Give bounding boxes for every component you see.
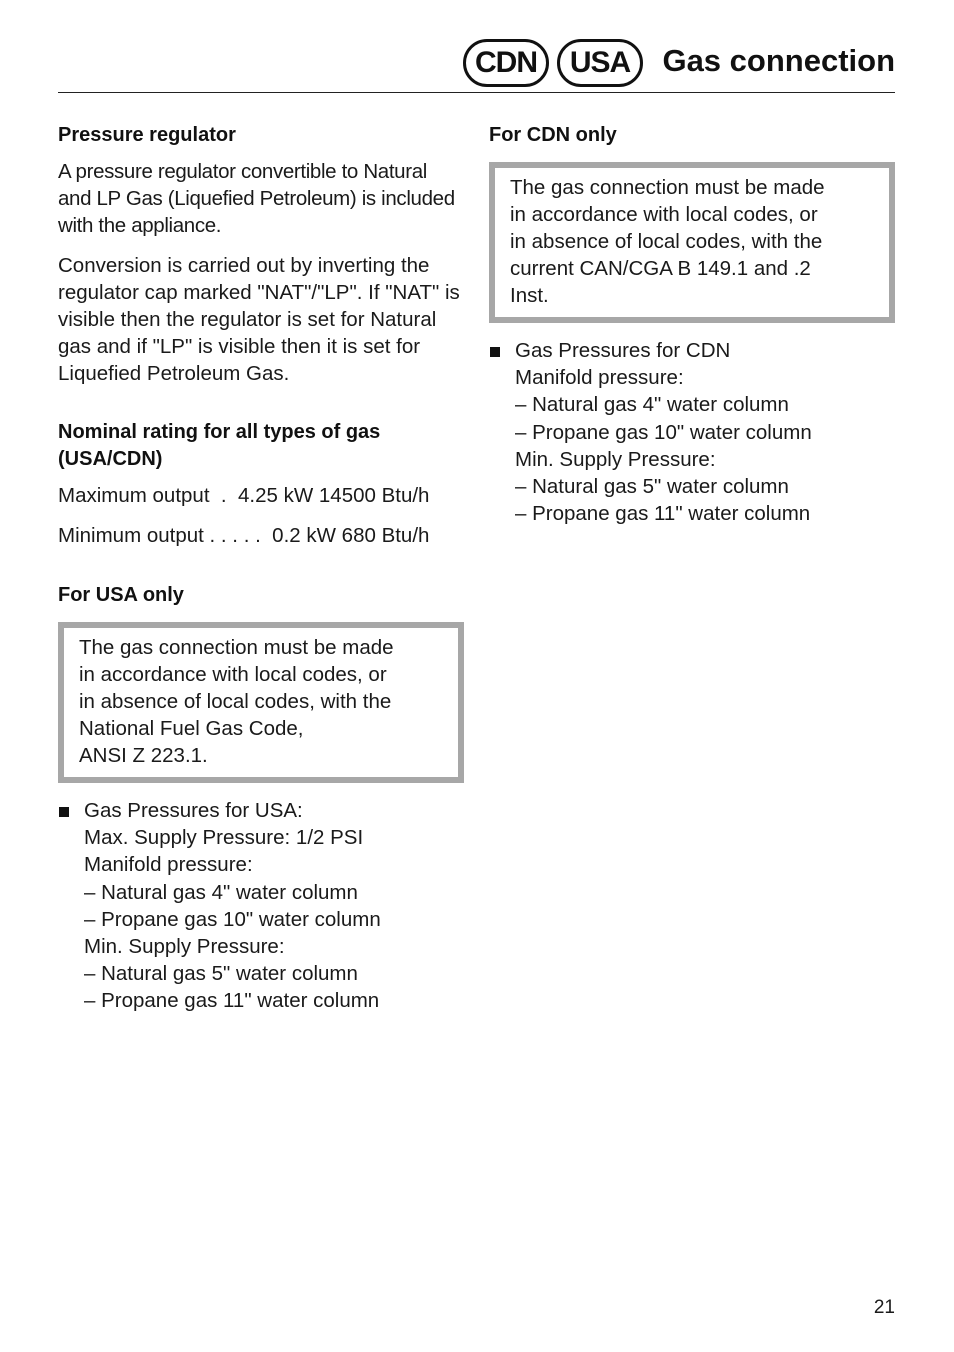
usa-box-line: National Fuel Gas Code, (79, 717, 304, 740)
usa-box-line: in absence of local codes, with the (79, 690, 392, 713)
cdn-pressure-line: – Propane gas 11" water column (515, 502, 811, 526)
cdn-pressure-line: – Natural gas 4" water column (515, 393, 789, 417)
nominal-rating-heading: Nominal rating for all types of gas (USA/CDN) (58, 421, 381, 470)
pressure-regulator-paragraph-2: Conversion is carried out by inverting the regulator cap marked "NAT"/"LP". If "NAT" is visible then the regulator is set for Natural gas and if "LP" is visible then it is set for Liquefied Petroleum Gas. (58, 254, 460, 385)
cdn-pressure-line: – Natural gas 5" water column (515, 475, 789, 499)
usa-badge: USA (557, 39, 643, 87)
usa-box-line: in accordance with local codes, or (79, 663, 387, 686)
max-output-row: Maximum output . 4.25 kW 14500 Btu/h (58, 484, 430, 507)
usa-code-notice-box (58, 622, 464, 783)
cdn-only-heading: For CDN only (489, 124, 617, 146)
cdn-box-line: in absence of local codes, with the (510, 230, 823, 253)
cdn-pressure-line: Gas Pressures for CDN (515, 339, 731, 362)
page-number: 21 (873, 1297, 895, 1318)
min-output-row: Minimum output . . . . . 0.2 kW 680 Btu/h (58, 524, 430, 547)
usa-pressure-line: Min. Supply Pressure: (84, 935, 285, 959)
usa-gas-pressures-list (58, 797, 464, 1015)
cdn-badge: CDN (463, 39, 549, 87)
usa-pressure-line: – Natural gas 5" water column (84, 962, 358, 986)
page-title: Gas connection (662, 43, 895, 78)
usa-pressure-line: – Propane gas 10" water column (84, 907, 381, 931)
usa-pressure-line: – Propane gas 11" water column (84, 989, 380, 1013)
pressure-regulator-paragraph-1: A pressure regulator convertible to Natural and LP Gas (Liquefied Petroleum) is included with the appliance. (58, 160, 455, 237)
usa-pressure-line: Max. Supply Pressure: 1/2 PSI (84, 826, 364, 850)
cdn-gas-pressures-list (489, 337, 895, 527)
cdn-pressure-line: Min. Supply Pressure: (515, 447, 716, 471)
usa-pressure-line: – Natural gas 4" water column (84, 880, 358, 904)
page-header (58, 34, 895, 92)
bullet-square-icon (59, 807, 69, 817)
usa-pressure-line: Gas Pressures for USA: (84, 799, 303, 822)
left-column (58, 122, 464, 1015)
usa-pressure-line: Manifold pressure: (84, 853, 253, 877)
bullet-square-icon (490, 347, 500, 357)
cdn-box-line: current CAN/CGA B 149.1 and .2 (510, 257, 811, 280)
header-divider (58, 92, 895, 93)
usa-box-line: ANSI Z 223.1. (79, 744, 208, 767)
cdn-pressure-line: Manifold pressure: (515, 366, 684, 390)
cdn-code-notice-box (489, 162, 895, 323)
cdn-box-line: Inst. (510, 284, 549, 307)
usa-box-line: The gas connection must be made (79, 636, 394, 659)
usa-only-heading: For USA only (58, 584, 184, 606)
cdn-pressure-line: – Propane gas 10" water column (515, 420, 812, 444)
region-badges (463, 39, 643, 87)
cdn-box-line: in accordance with local codes, or (510, 203, 818, 226)
pressure-regulator-heading: Pressure regulator (58, 124, 236, 146)
cdn-box-line: The gas connection must be made (510, 176, 825, 199)
right-column (489, 122, 895, 527)
